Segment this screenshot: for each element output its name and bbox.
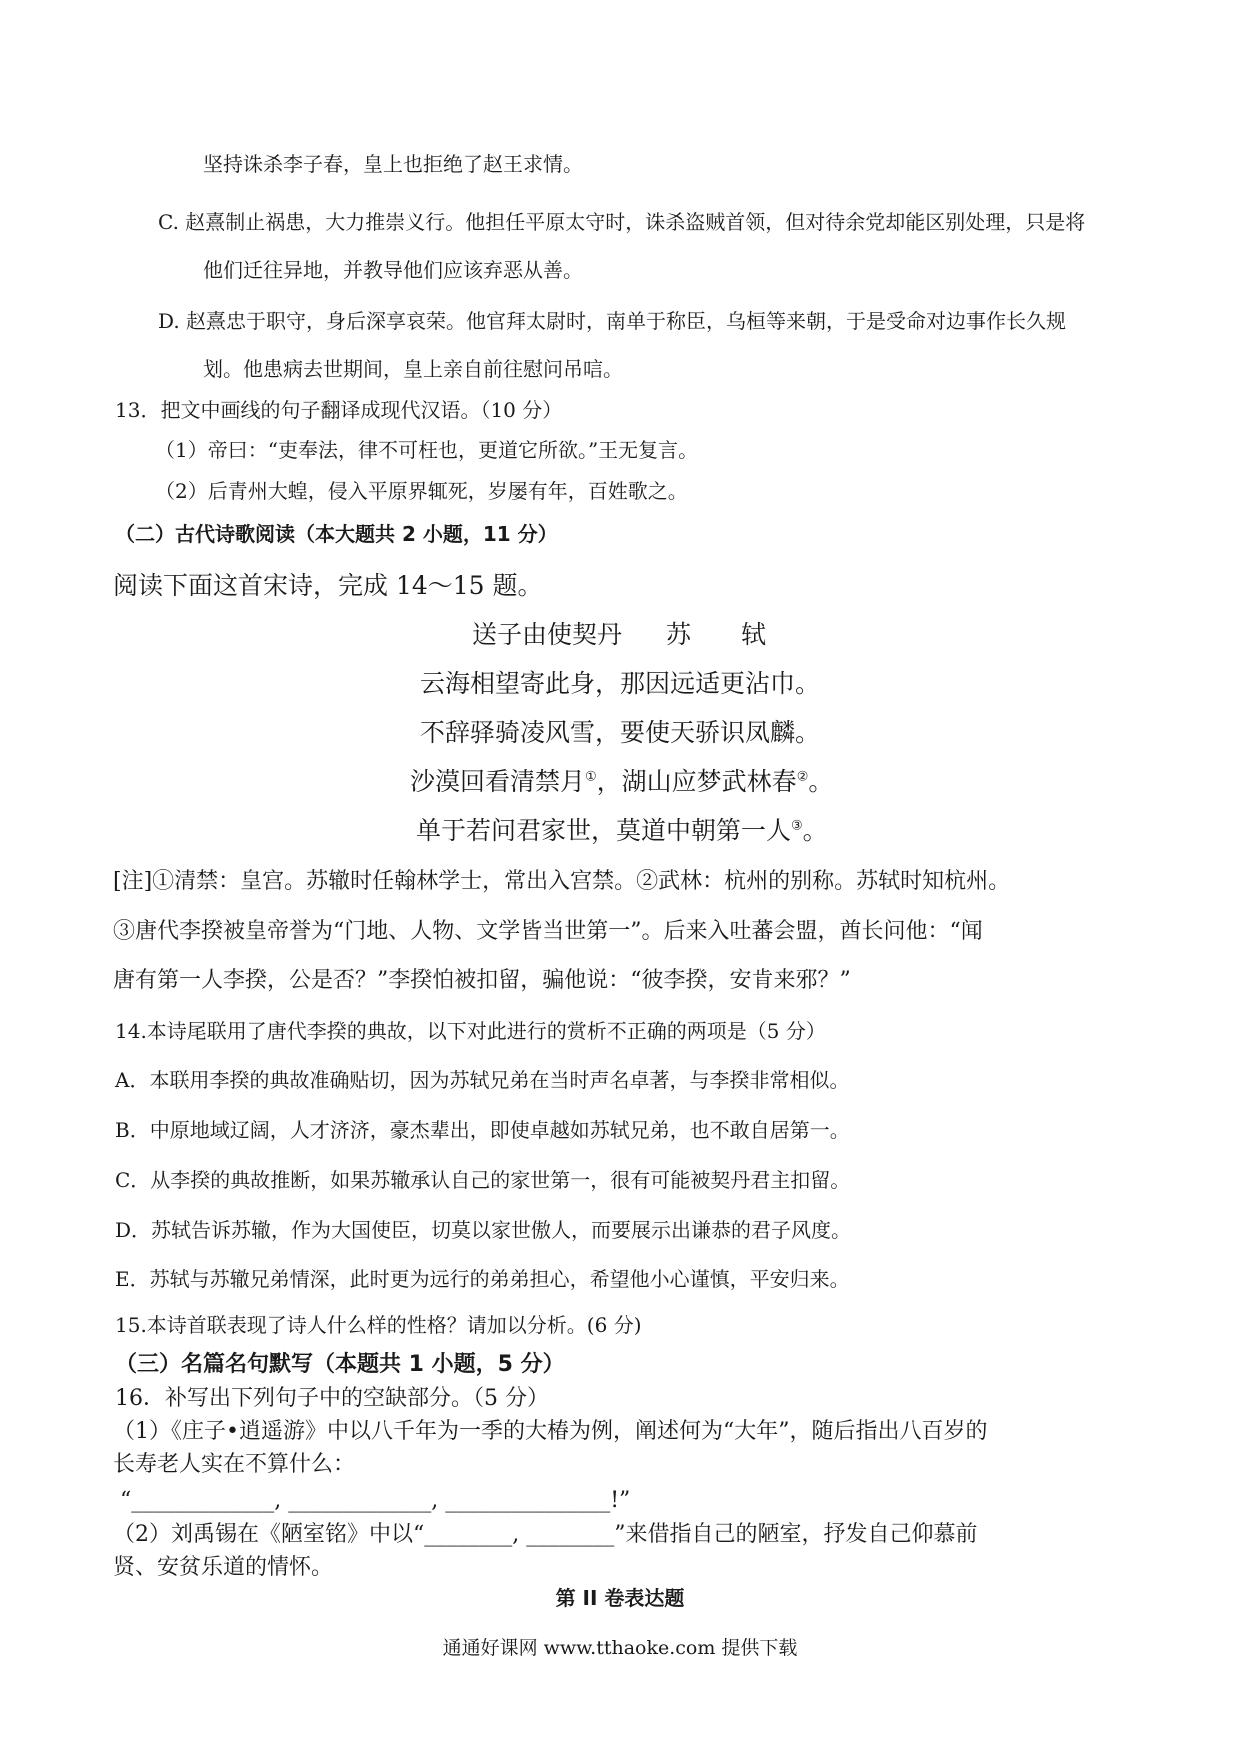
footnote-mark-1: ① [585,769,597,785]
q16-item2-line2: 贤、安贫乐道的情怀。 [113,1555,334,1580]
section-3-heading: （三）名篇名句默写（本题共 1 小题，5 分） [115,1352,565,1377]
q13-stem: 13．把文中画线的句子翻译成现代汉语。（10 分） [115,398,563,422]
poem-line-1: 云海相望寄此身，那因远适更沾巾。 [420,669,821,698]
q16-item1-line2: 长寿老人实在不算什么： [113,1452,356,1477]
poem-line-4 [416,815,828,847]
q15-stem: 15.本诗首联表现了诗人什么样的性格？请加以分析。(6 分) [115,1313,642,1337]
q14-option-d: D．苏轼告诉苏辙，作为大国使臣，切莫以家世傲人，而要展示出谦恭的君子风度。 [115,1218,852,1242]
poem-title [472,619,766,651]
q16-stem: 16．补写出下列句子中的空缺部分。（5 分） [115,1386,549,1411]
q16-item1-blanks: “_____________, _____________, _______________!” [120,1488,631,1513]
q12-option-d-line2: 划。他患病去世期间，皇上亲自前往慰问吊唁。 [203,357,623,381]
poem-line-3-end: 。 [808,767,834,796]
q16-item2-line1: （2）刘禹锡在《陋室铭》中以“________, ________”来借指自己的陋室，抒发自己仰慕前 [113,1522,978,1547]
poem-line-3 [410,766,833,798]
footnote-mark-3: ③ [791,818,803,834]
q13-item1: （1）帝曰：“吏奉法，律不可枉也，更道它所欲。”王无复言。 [155,438,699,462]
poem-notes-line2: ③唐代李揆被皇帝誉为“门地、人物、文学皆当世第一”。后来入吐蕃会盟，酋长问他：“闻 [113,919,983,944]
q12-option-d-line1: D. 赵熹忠于职守，身后深享哀荣。他官拜太尉时，南单于称臣，乌桓等来朝，于是受命对边事作长久规 [158,309,1067,333]
part-2-heading: 第 II 卷表达题 [555,1586,685,1610]
poem-line-2: 不辞驿骑凌风雪，要使天骄识凤麟。 [420,718,821,747]
section-2-intro: 阅读下面这首宋诗，完成 14～15 题。 [113,571,543,600]
q14-option-a: A．本联用李揆的典故准确贴切，因为苏轼兄弟在当时声名卓著，与李揆非常相似。 [115,1068,850,1092]
section-2-heading: （二）古代诗歌阅读（本大题共 2 小题，11 分） [115,522,558,546]
poem-title-text: 送子由使契丹 [472,620,623,649]
q14-option-e: E．苏轼与苏辙兄弟情深，此时更为远行的弟弟担心，希望他小心谨慎，平安归来。 [115,1267,850,1291]
q14-option-c: C．从李揆的典故推断，如果苏辙承认自己的家世第一，很有可能被契丹君主扣留。 [115,1168,851,1192]
q12-option-b-continuation: 坚持诛杀李子春，皇上也拒绝了赵王求情。 [203,152,583,176]
q14-stem: 14.本诗尾联用了唐代李揆的典故，以下对此进行的赏析不正确的两项是（5 分） [115,1019,826,1043]
poem-author: 苏 轼 [666,620,767,649]
q12-option-c-line1: C. 赵熹制止祸患，大力推崇义行。他担任平原太守时，诛杀盗贼首领，但对待余党却能区别处理，只是将 [158,210,1086,234]
poem-line-4-part-a: 单于若问君家世，莫道中朝第一人 [416,816,792,845]
q12-option-c-line2: 他们迁往异地，并教导他们应该弃恶从善。 [203,258,583,282]
poem-line-3-part-a: 沙漠回看清禁月 [410,767,586,796]
poem-notes-line1: [注]①清禁：皇宫。苏辙时任翰林学士，常出入宫禁。②武林：杭州的别称。苏轼时知杭州。 [113,869,1011,894]
poem-line-4-end: 。 [802,816,828,845]
q16-item1-line1: （1）《庄子•逍遥游》中以八千年为一季的大椿为例，阐述何为“大年”，随后指出八百岁的 [113,1419,988,1444]
poem-line-3-part-b: ，湖山应梦武林春 [596,767,797,796]
q13-item2: （2）后青州大蝗，侵入平原界辄死，岁屡有年，百姓歌之。 [155,479,688,503]
q14-option-b: B．中原地域辽阔，人才济济，豪杰辈出，即使卓越如苏轼兄弟，也不敢自居第一。 [115,1118,850,1142]
page-footer: 通通好课网 www.tthaoke.com 提供下载 [442,1637,798,1659]
footnote-mark-2: ② [796,769,809,785]
poem-notes-line3: 唐有第一人李揆，公是否？”李揆怕被扣留，骗他说：“彼李揆，安肯来邪？” [113,968,851,993]
